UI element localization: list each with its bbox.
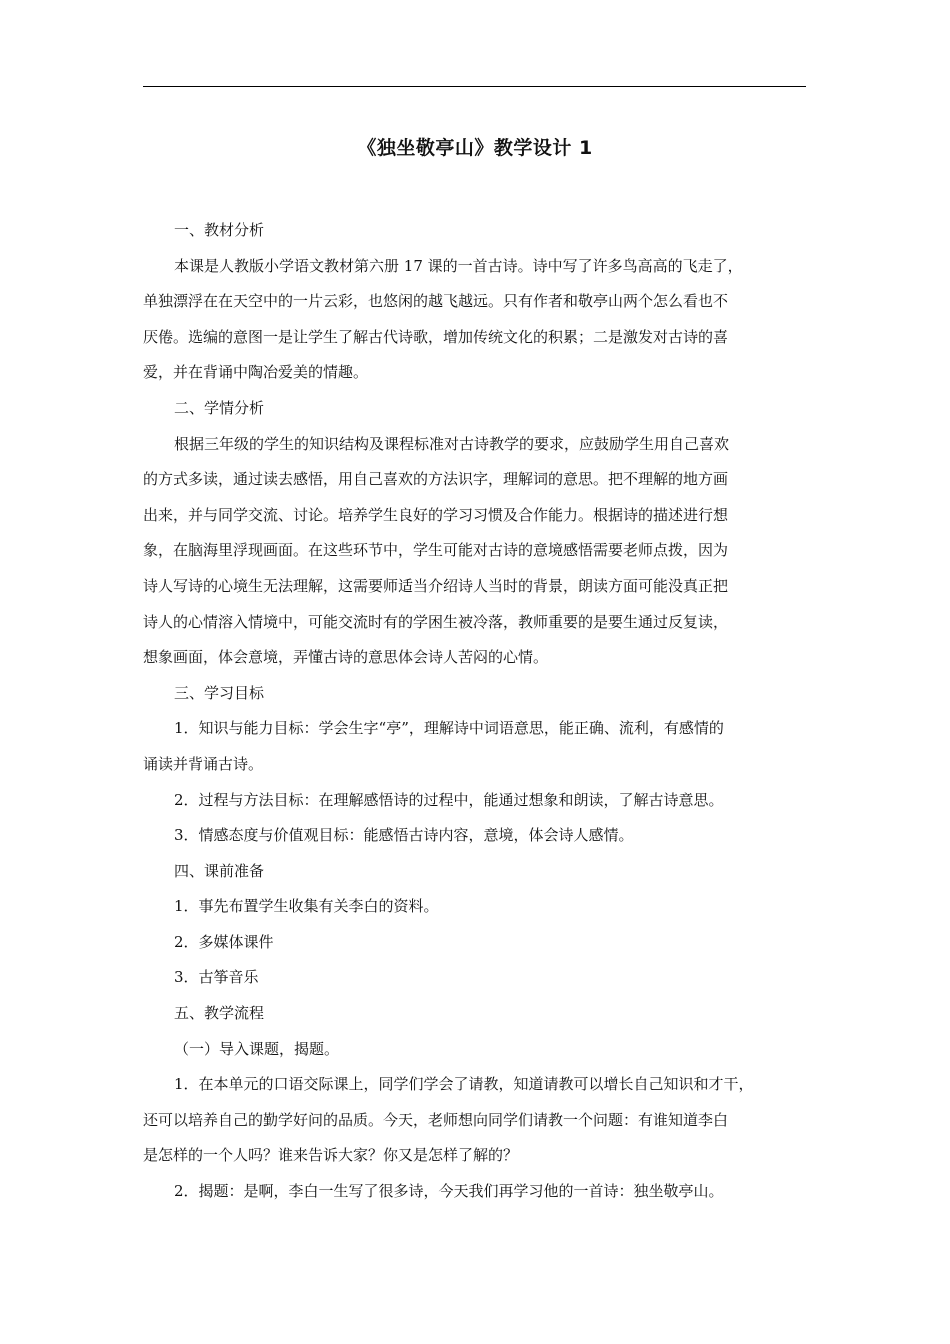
text-line: 三、学习目标 bbox=[174, 683, 265, 702]
text-line: 五、教学流程 bbox=[174, 1004, 265, 1023]
text-line: 象，在脑海里浮现画面。在这些环节中，学生可能对古诗的意境感悟需要老师点拨，因为 bbox=[143, 541, 729, 560]
text-line: 诗人的心情溶入情境中，可能交流时有的学困生被冷落，教师重要的是要生通过反复读， bbox=[143, 612, 729, 631]
text-line: 2．过程与方法目标：在理解感悟诗的过程中，能通过想象和朗读，了解古诗意思。 bbox=[174, 790, 724, 809]
text-line: 二、学情分析 bbox=[174, 398, 265, 417]
text-line: 诗人写诗的心境生无法理解，这需要师适当介绍诗人当时的背景，朗读方面可能没真正把 bbox=[143, 576, 729, 595]
text-line: 的方式多读，通过读去感悟，用自己喜欢的方法识字，理解词的意思。把不理解的地方画 bbox=[143, 470, 729, 489]
text-line: 2．多媒体课件 bbox=[174, 932, 274, 951]
text-line: 2．揭题：是啊，李白一生写了很多诗，今天我们再学习他的一首诗：独坐敬亭山。 bbox=[174, 1182, 724, 1201]
text-line: 四、课前准备 bbox=[174, 861, 265, 880]
text-line: 一、教材分析 bbox=[174, 221, 265, 239]
text-line: 爱，并在背诵中陶冶爱美的情趣。 bbox=[143, 363, 369, 382]
text-line: 诵读并背诵古诗。 bbox=[143, 754, 264, 773]
text-line: 想象画面，体会意境，弄懂古诗的意思体会诗人苦闷的心情。 bbox=[143, 648, 549, 667]
text-line: 3．古筝音乐 bbox=[174, 968, 259, 987]
text-line: 根据三年级的学生的知识结构及课程标准对古诗教学的要求，应鼓励学生用自己喜欢 bbox=[174, 434, 730, 453]
document-title: 《独坐敬亭山》教学设计 1 bbox=[357, 137, 593, 159]
text-line: 本课是人教版小学语文教材第六册 17 课的一首古诗。诗中写了许多鸟高高的飞走了， bbox=[174, 256, 743, 275]
text-line: 1．在本单元的口语交际课上，同学们学会了请教，知道请教可以增长自己知识和才干， bbox=[174, 1075, 754, 1094]
text-line: 1．知识与能力目标：学会生字“亭”，理解诗中词语意思，能正确、流利，有感情的 bbox=[174, 719, 724, 738]
text-line: 单独漂浮在在天空中的一片云彩，也悠闲的越飞越远。只有作者和敬亭山两个怎么看也不 bbox=[143, 292, 729, 311]
text-line: 出来，并与同学交流、讨论。培养学生良好的学习习惯及合作能力。根据诗的描述进行想 bbox=[143, 505, 729, 524]
document-body bbox=[143, 213, 813, 1210]
text-line: 厌倦。选编的意图一是让学生了解古代诗歌，增加传统文化的积累；二是激发对古诗的喜 bbox=[143, 327, 729, 346]
text-line: （一）导入课题，揭题。 bbox=[174, 1039, 340, 1058]
text-line: 3．情感态度与价值观目标：能感悟古诗内容，意境，体会诗人感情。 bbox=[174, 826, 634, 845]
text-line: 还可以培养自己的勤学好问的品质。今天，老师想向同学们请教一个问题：有谁知道李白 bbox=[143, 1110, 729, 1129]
text-line: 是怎样的一个人吗？谁来告诉大家？你又是怎样了解的？ bbox=[143, 1146, 519, 1165]
header-rule bbox=[143, 86, 806, 87]
text-line: 1．事先布置学生收集有关李白的资料。 bbox=[174, 897, 439, 916]
